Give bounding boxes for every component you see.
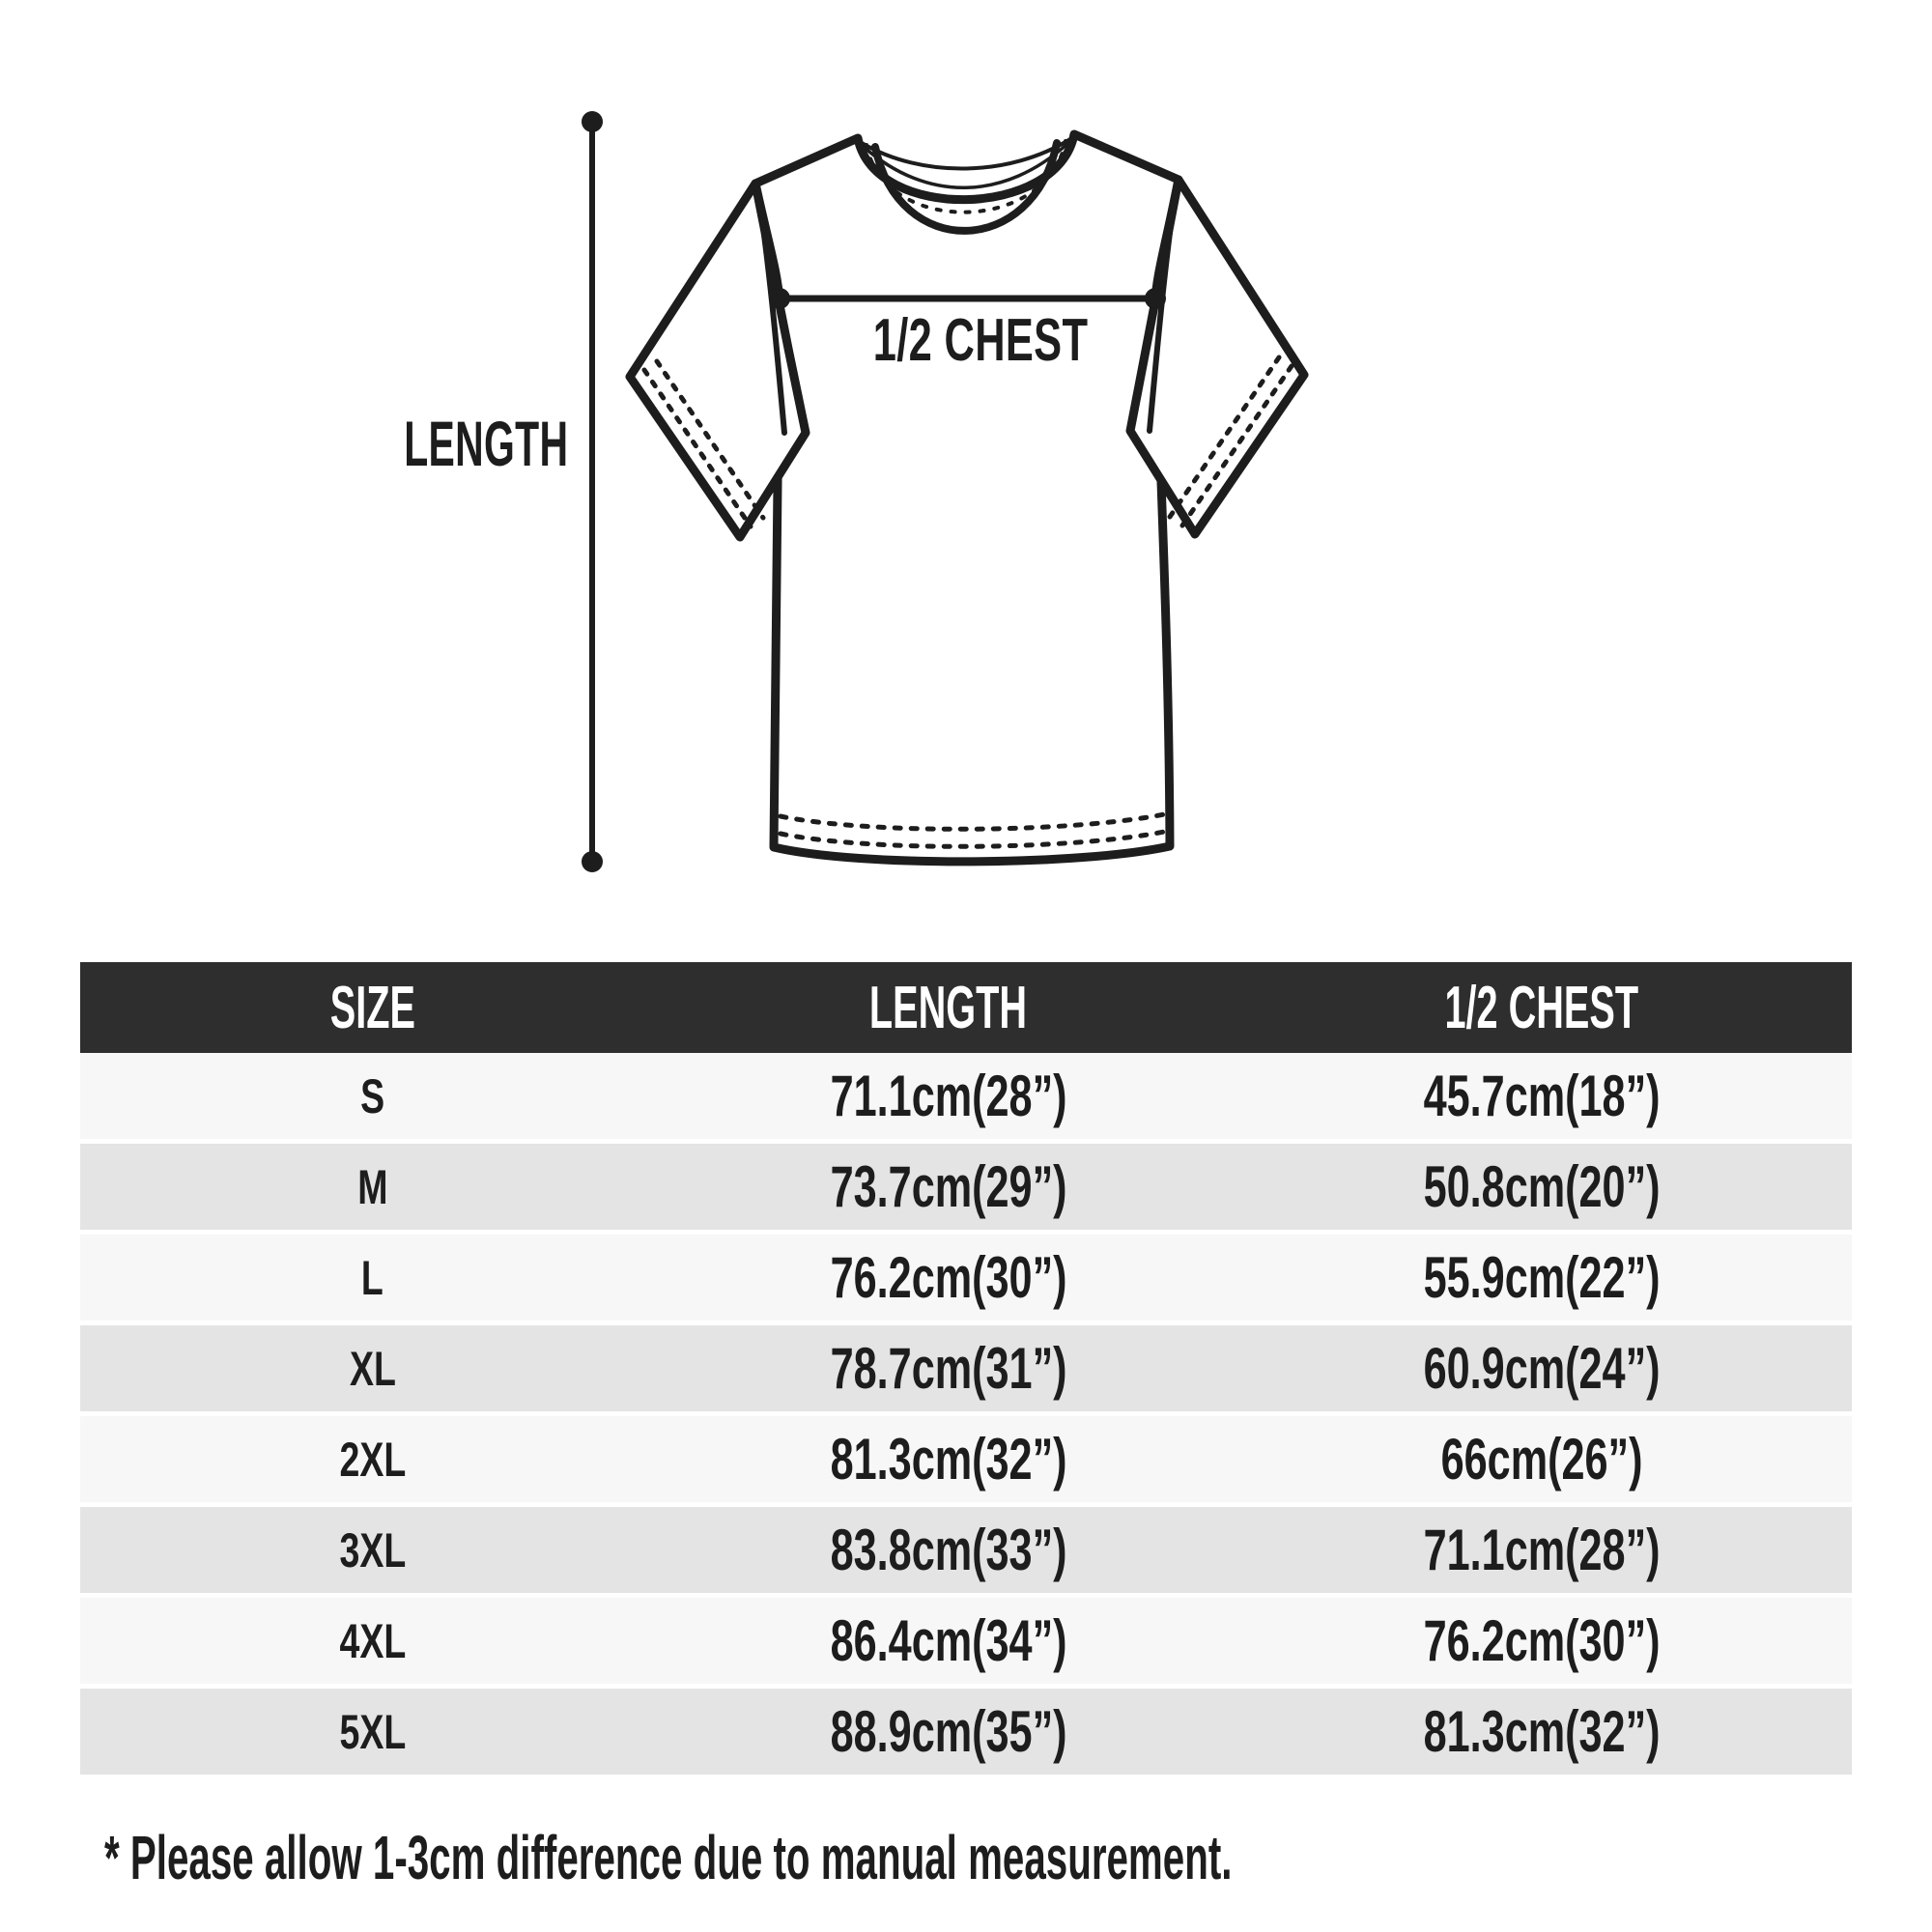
- table-row-m: [80, 1144, 1852, 1235]
- length-measure-endpoint: [582, 851, 603, 872]
- size-table: [80, 962, 1852, 1779]
- chest-cell: 45.7cm(18”): [1423, 1064, 1661, 1128]
- chest-measure-endpoint: [769, 288, 790, 309]
- size-cell: M: [356, 1159, 388, 1214]
- length-cell: 73.7cm(29”): [830, 1154, 1067, 1219]
- size-cell: L: [361, 1250, 384, 1305]
- chest-cell: 55.9cm(22”): [1423, 1245, 1661, 1310]
- chest-cell: 66cm(26”): [1440, 1427, 1643, 1492]
- table-header-size: SIZE: [329, 974, 415, 1041]
- table-header-chest: 1/2 CHEST: [1444, 974, 1639, 1041]
- table-row-3xl: [80, 1507, 1852, 1598]
- length-cell: 78.7cm(31”): [830, 1336, 1067, 1401]
- size-cell: 2XL: [339, 1432, 406, 1487]
- table-row-2xl: [80, 1416, 1852, 1507]
- table-row-4xl: [80, 1598, 1852, 1689]
- length-label: LENGTH: [403, 408, 568, 479]
- size-cell: S: [360, 1068, 385, 1123]
- table-row-l: [80, 1235, 1852, 1325]
- chest-cell: 71.1cm(28”): [1423, 1518, 1661, 1582]
- length-cell: 81.3cm(32”): [830, 1427, 1067, 1492]
- length-cell: 83.8cm(33”): [830, 1518, 1067, 1582]
- table-header-length: LENGTH: [869, 974, 1028, 1041]
- size-cell: 5XL: [339, 1704, 406, 1759]
- length-measure-endpoint: [582, 111, 603, 132]
- size-cell: 4XL: [339, 1613, 406, 1668]
- table-row-xl: [80, 1325, 1852, 1416]
- length-cell: 88.9cm(35”): [830, 1699, 1067, 1764]
- tshirt-body: [755, 134, 1179, 862]
- chest-cell: 60.9cm(24”): [1423, 1336, 1661, 1401]
- half-chest-label: 1/2 CHEST: [872, 307, 1089, 374]
- table-row-s: [80, 1053, 1852, 1144]
- chest-measure-endpoint: [1145, 288, 1166, 309]
- chest-cell: 76.2cm(30”): [1423, 1608, 1661, 1673]
- table-header-row: [80, 962, 1852, 1053]
- chest-cell: 81.3cm(32”): [1423, 1699, 1661, 1764]
- length-cell: 86.4cm(34”): [830, 1608, 1067, 1673]
- length-cell: 71.1cm(28”): [830, 1064, 1067, 1128]
- size-cell: XL: [349, 1341, 396, 1396]
- size-cell: 3XL: [339, 1522, 406, 1577]
- measurement-footnote: * Please allow 1-3cm difference due to manual measurement.: [104, 1823, 1233, 1892]
- table-row-5xl: [80, 1689, 1852, 1779]
- length-cell: 76.2cm(30”): [830, 1245, 1067, 1310]
- table-body: [80, 1053, 1852, 1779]
- chest-cell: 50.8cm(20”): [1423, 1154, 1661, 1219]
